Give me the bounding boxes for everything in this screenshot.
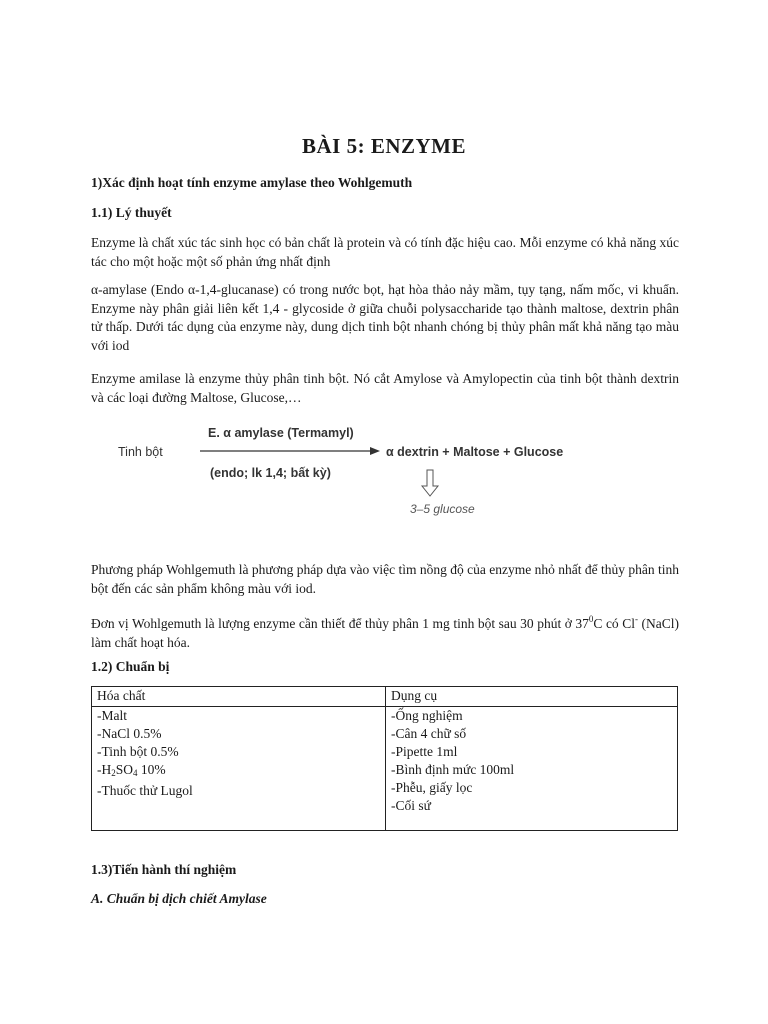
diagram-substrate: Tinh bột (118, 445, 163, 459)
list-item: -Malt (97, 708, 127, 723)
page-title: BÀI 5: ENZYME (301, 134, 466, 158)
paragraph-wohlgemuth-method: Phương pháp Wohlgemuth là phương pháp dựa vào việc tìm nồng độ của enzyme nhỏ nhất để thủy phân tinh bột đến các sản phẩm không màu với iod. (91, 562, 679, 596)
section-heading-1-2: 1.2) Chuẩn bị (91, 659, 170, 674)
preparation-table (91, 686, 678, 831)
list-item: -NaCl 0.5% (97, 726, 162, 741)
list-item: -Tinh bột 0.5% (97, 744, 179, 759)
list-item: $-H_2SO_4$ 10% (97, 762, 166, 778)
subsection-heading-a: A. Chuẩn bị dịch chiết Amylase (91, 891, 267, 906)
list-item: -Thuốc thử Lugol (97, 783, 193, 798)
section-heading-1-3: 1.3)Tiến hành thí nghiệm (91, 862, 237, 877)
paragraph-amilase: Enzyme amilase là enzyme thủy phân tinh bột. Nó cắt Amylose và Amylopectin của tinh bột thành dextrin và các loại đường Maltose, Glucose,… (91, 371, 679, 405)
table-header-tools: Dụng cụ (386, 687, 678, 707)
list-item: -Cân 4 chữ số (391, 726, 467, 741)
paragraph-alpha-amylase: α-amylase (Endo α-1,4-glucanase) có trong nước bọt, hạt hòa thảo nảy mầm, tụy tạng, nấm mốc, vi khuẩn. Enzyme này phân giải liên kết 1,4 - glycoside ở giữa chuỗi polysaccharide tạo thành maltose, dextrin phân tử thấp. Dưới tác dụng của enzyme này, dung dịch tinh bột nhanh chóng bị thủy phân mất khả năng tạo màu với iod (91, 282, 679, 353)
list-item: -Cối sứ (391, 798, 431, 813)
chemicals-cell (92, 707, 386, 831)
diagram-final-product: 3–5 glucose (410, 502, 475, 516)
diagram-products: α dextrin + Maltose + Glucose (386, 445, 564, 459)
tools-cell (386, 707, 678, 831)
diagram-condition: (endo; lk 1,4; bất kỳ) (210, 466, 331, 480)
list-item: -Phễu, giấy lọc (391, 780, 473, 795)
list-item: -Bình định mức 100ml (391, 762, 515, 777)
reaction-arrowhead (370, 447, 380, 455)
section-heading-1: 1)Xác định hoạt tính enzyme amylase theo Wohlgemuth (91, 175, 413, 190)
table-header-chemicals: Hóa chất (92, 687, 386, 707)
paragraph-enzyme-definition: Enzyme là chất xúc tác sinh học có bản chất là protein và có tính đặc hiệu cao. Mỗi enzyme có khả năng xúc tác cho một hoặc một số phản ứng nhất định (91, 235, 679, 269)
section-heading-1-1: 1.1) Lý thuyết (91, 205, 172, 220)
down-arrow-icon (422, 470, 438, 496)
list-item: -Pipette 1ml (391, 744, 458, 759)
list-item: -Ống nghiệm (391, 708, 463, 723)
diagram-enzyme: E. α amylase (Termamyl) (208, 426, 354, 440)
reaction-diagram (110, 420, 590, 530)
paragraph-wohlgemuth-unit: Đơn vị Wohlgemuth là lượng enzyme cần thiết để thủy phân 1 mg tinh bột sau 30 phút ở $37^0C$ có Cl- (NaCl) làm chất hoạt hóa. (91, 614, 679, 650)
